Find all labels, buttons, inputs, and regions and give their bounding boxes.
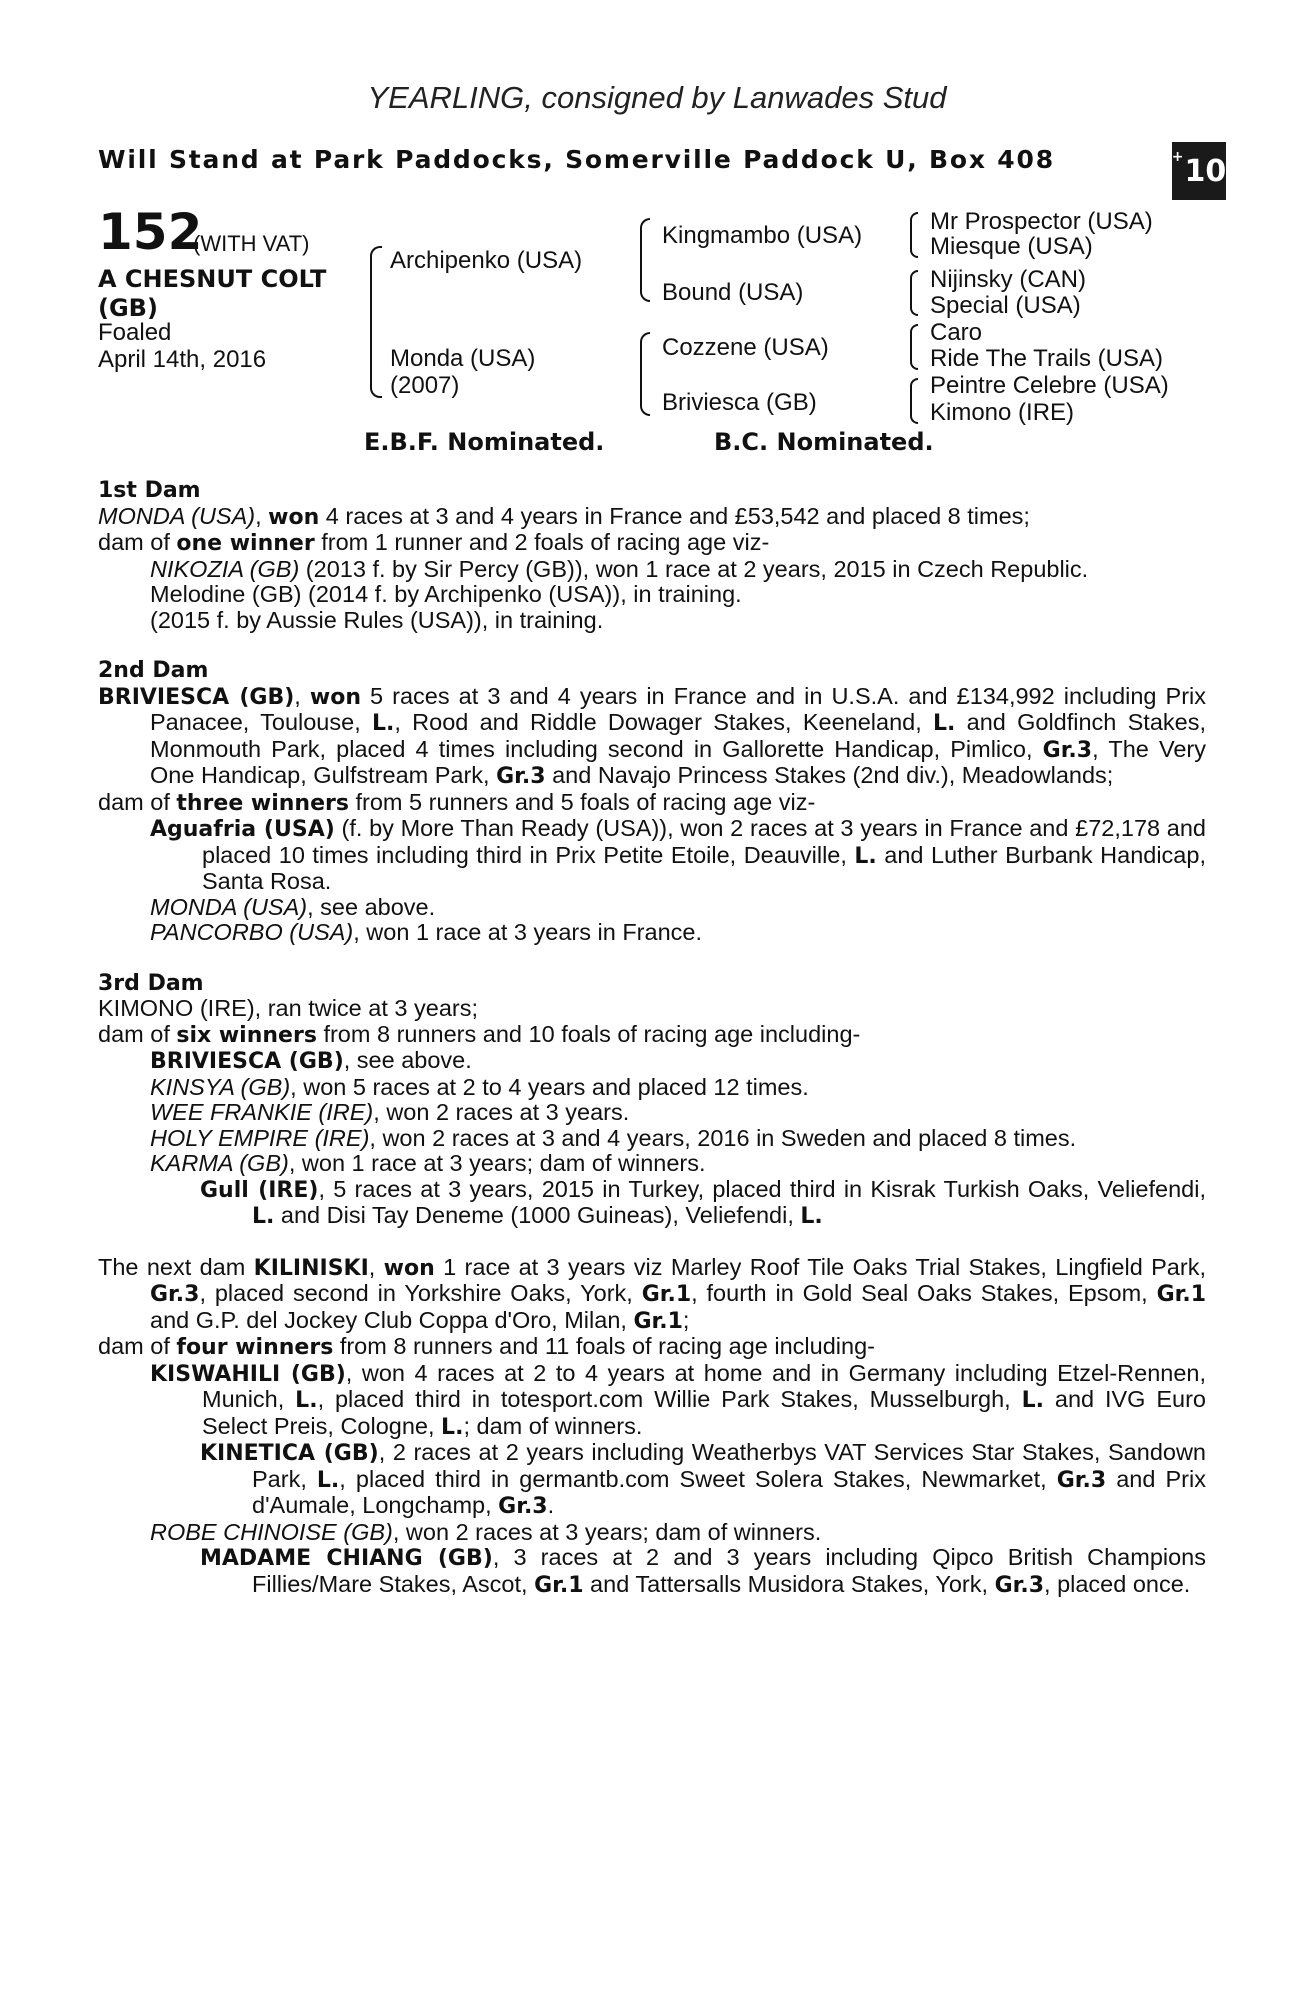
badge-number: 10 <box>1184 153 1227 189</box>
pedigree-brace-main <box>370 246 382 398</box>
catalogue-body <box>98 478 1206 1598</box>
text: , see above. <box>307 893 436 920</box>
group-label: Gr.3 <box>498 1494 548 1519</box>
lot-number: 152 <box>98 203 203 261</box>
listed-label: L. <box>854 843 877 869</box>
lot-title <box>98 265 326 323</box>
group-label: Gr.1 <box>641 1282 692 1307</box>
horse-name: MONDA (USA) <box>150 893 308 920</box>
listed-label: L. <box>1021 1388 1044 1413</box>
first-dam-line-5: (2015 f. by Aussie Rules (USA)), in training. <box>150 606 604 633</box>
horse-name: MADAME CHIANG (GB) <box>200 1546 493 1571</box>
horse-name: BRIVIESCA (GB) <box>98 684 295 710</box>
lot-title-line1: A CHESNUT COLT <box>98 265 327 293</box>
text: and Navajo Princess Stakes (2nd div.), Meadowlands; <box>545 762 1114 788</box>
foaled-date: April 14th, 2016 <box>98 346 267 373</box>
won-label: won <box>383 1255 435 1281</box>
horse-name: Gull (IRE) <box>200 1177 319 1203</box>
pedigree-sire-sire: Kingmambo (USA) <box>662 222 863 249</box>
text: , won 2 races at 3 years; dam of winners. <box>392 1518 822 1545</box>
third-dam-line-8 <box>98 1177 1206 1230</box>
text: , The Very One Handicap, Gulfstream Park, <box>150 735 1206 788</box>
next-dam-para-3 <box>98 1361 1206 1441</box>
pedigree-brace-g56 <box>910 324 918 370</box>
listed-label: L. <box>316 1467 340 1493</box>
text: , 3 races at 2 and 3 years including Qipco British Champions Fillies/Mare Stakes, Ascot, <box>252 1544 1206 1597</box>
second-dam-para-1: BRIVIESCA (GB), won 5 races at 3 and 4 years in France and in U.S.A. and £134,992 including Prix Panacee, Toulouse, L., Rood and Riddle Dowager Stakes, Keeneland, L. and Goldfinch Stakes, Monmouth Park, placed 4 times including second in Gallorette Handicap, Pimlico, Gr.3, The Very One Handicap, Gulfstream Park, Gr.3 and Navajo Princess Stakes (2nd div.), Meadowlands; <box>98 682 1207 789</box>
third-dam-line-3 <box>98 1048 1206 1075</box>
text: (2013 f. by Sir Percy (GB)), won 1 race at 2 years, 2015 in Czech Republic. <box>299 555 1089 582</box>
winners-count: six winners <box>176 1022 317 1048</box>
won-label: won <box>268 504 320 530</box>
next-dam-para-5 <box>98 1520 1206 1546</box>
second-dam-para-5 <box>98 920 1206 946</box>
listed-label: L. <box>252 1204 275 1229</box>
pedigree-sire: Archipenko (USA) <box>390 247 583 274</box>
second-dam-heading: 2nd Dam <box>98 658 209 683</box>
next-dam-para-4: KINETICA (GB), 2 races at 2 years including Weatherbys VAT Services Star Stakes, Sandown Park, L., placed third in germantb.com Sweet Solera Stakes, Newmarket, Gr.3 and Prix d'Aumale, Longchamp, Gr.3. <box>200 1439 1206 1519</box>
next-dam-para-2 <box>98 1334 1206 1361</box>
second-dam-para-3 <box>98 816 1206 895</box>
text: 1 race at 3 years viz Marley Roof Tile Oaks Trial Stakes, Lingfield Park, <box>434 1253 1206 1280</box>
listed-label: L. <box>371 711 395 736</box>
third-dam-line-2 <box>98 1022 1206 1049</box>
pedigree-g3: Nijinsky (CAN) <box>930 266 1086 293</box>
horse-name: WEE FRANKIE (IRE) <box>150 1099 374 1125</box>
pedigree-g4: Special (USA) <box>930 292 1081 319</box>
first-dam-line-3 <box>98 557 1206 583</box>
horse-name: HOLY EMPIRE (IRE) <box>150 1124 370 1151</box>
pedigree-g6: Ride The Trails (USA) <box>930 345 1163 372</box>
group-label: Gr.3 <box>150 1282 200 1307</box>
text: and Luther Burbank Handicap, Santa Rosa. <box>202 841 1206 894</box>
text: 4 races at 3 and 4 years in France and £53,542 and placed 8 times; <box>319 502 1030 529</box>
text: dam of <box>98 1020 177 1047</box>
group-label: Gr.3 <box>994 1572 1045 1598</box>
third-dam-line-4 <box>98 1075 1206 1101</box>
horse-name: BRIVIESCA (GB) <box>150 1049 344 1074</box>
text: dam of <box>98 529 177 555</box>
group-label: Gr.1 <box>1156 1282 1206 1307</box>
horse-name: KILINISKI <box>253 1255 369 1281</box>
text: , won 5 races at 2 to 4 years and placed 12 times. <box>290 1073 809 1100</box>
winners-count: one winner <box>176 531 315 556</box>
third-dam-line-7 <box>98 1151 1206 1177</box>
horse-name: ROBE CHINOISE (GB) <box>150 1518 393 1545</box>
next-dam-para-6 <box>98 1545 1206 1598</box>
pedigree-g1: Mr Prospector (USA) <box>930 208 1153 235</box>
next-dam-para-1: The next dam KILINISKI, won 1 race at 3 years viz Marley Roof Tile Oaks Trial Stakes, Lingfield Park, Gr.3, placed second in Yorkshire Oaks, York, Gr.1, fourth in Gold Seal Oaks Stakes, Epsom, Gr.1 and G.P. del Jockey Club Coppa d'Oro, Milan, Gr.1; <box>98 1253 1206 1334</box>
first-dam-heading: 1st Dam <box>98 478 201 503</box>
listed-label: L. <box>295 1388 318 1413</box>
lot-title-line2: (GB) <box>98 294 158 322</box>
foaled-info <box>98 319 266 373</box>
bc-nominated: B.C. Nominated. <box>714 428 934 456</box>
text: , Rood and Riddle Dowager Stakes, Keeneland, <box>394 709 933 735</box>
listed-label: L. <box>933 711 956 736</box>
text: from 1 runner and 2 foals of racing age viz- <box>314 529 770 555</box>
text: , placed third in germantb.com Sweet Solera Stakes, Newmarket, <box>339 1465 1057 1492</box>
pedigree-dam <box>390 345 535 399</box>
text: and Disi Tay Deneme (1000 Guineas), Veliefendi, <box>274 1202 801 1228</box>
text: from 5 runners and 5 foals of racing age viz- <box>348 788 816 815</box>
listed-label: L. <box>800 1204 823 1229</box>
third-dam-line-6 <box>98 1126 1206 1152</box>
page-badge <box>1172 142 1226 200</box>
consignment-title: YEARLING, consigned by Lanwades Stud <box>367 80 947 115</box>
group-label: Gr.1 <box>633 1308 683 1334</box>
text: , see above. <box>343 1047 472 1073</box>
pedigree-brace-g78 <box>910 378 918 424</box>
won-label: won <box>309 684 361 710</box>
text: , placed once. <box>1044 1570 1191 1597</box>
pedigree-brace-g12 <box>910 212 918 258</box>
text: , won 2 races at 3 and 4 years, 2016 in Sweden and placed 8 times. <box>369 1124 1077 1151</box>
winners-count: four winners <box>176 1335 334 1360</box>
text: The next dam <box>98 1253 254 1280</box>
text: 5 races at 3 and 4 years in France and in U.S.A. and £134,992 including Prix Panacee, Toulouse, <box>150 682 1207 735</box>
first-dam-line-2 <box>98 530 1206 557</box>
pedigree-g8: Kimono (IRE) <box>930 399 1075 426</box>
first-dam-line-1: MONDA (USA), won 4 races at 3 and 4 years in France and £53,542 and placed 8 times; <box>98 502 1030 530</box>
text: , won 4 races at 2 to 4 years at home and in Germany including Etzel-Rennen, Munich, <box>202 1359 1206 1412</box>
horse-name: KISWAHILI (GB) <box>150 1361 346 1387</box>
horse-name: MONDA (USA) <box>98 502 256 529</box>
pedigree-sire-dam: Bound (USA) <box>662 279 804 306</box>
text: and IVG Euro Select Preis, Cologne, <box>202 1386 1206 1439</box>
horse-name: KINSYA (GB) <box>150 1073 291 1100</box>
text: and G.P. del Jockey Club Coppa d'Oro, Milan, <box>150 1306 634 1333</box>
pedigree-brace-sire <box>640 218 650 302</box>
text: , placed third in totesport.com Willie Park Stakes, Musselburgh, <box>317 1386 1022 1412</box>
text: , placed second in Yorkshire Oaks, York, <box>199 1280 642 1306</box>
text: dam of <box>98 1333 177 1359</box>
text: (f. by More Than Ready (USA)), won 2 races at 3 years in France and £72,178 and placed 10 times including third in Prix Petite Etoile, Deauville, <box>202 815 1206 868</box>
text: , 5 races at 3 years, 2015 in Turkey, placed third in Kisrak Turkish Oaks, Veliefendi, <box>318 1175 1206 1202</box>
text: ; dam of winners. <box>463 1412 643 1439</box>
horse-name: Aguafria (USA) <box>150 817 335 842</box>
text: and Prix d'Aumale, Longchamp, <box>252 1465 1206 1518</box>
vat-label: (WITH VAT) <box>193 231 310 256</box>
winners-count: three winners <box>176 790 349 816</box>
badge-plus: + <box>1171 149 1184 165</box>
text: from 8 runners and 10 foals of racing age including- <box>316 1020 861 1047</box>
pedigree-g2: Miesque (USA) <box>930 233 1093 260</box>
pedigree-dam-dam: Briviesca (GB) <box>662 389 817 416</box>
horse-name: NIKOZIA (GB) <box>150 555 300 582</box>
second-dam-para-4 <box>98 895 1206 921</box>
text: , won 1 race at 3 years in France. <box>353 919 702 945</box>
ebf-nominated: E.B.F. Nominated. <box>364 428 605 456</box>
text: , fourth in Gold Seal Oaks Stakes, Epsom, <box>691 1280 1157 1306</box>
pedigree-brace-g34 <box>910 270 918 316</box>
third-dam-heading: 3rd Dam <box>98 970 204 996</box>
group-label: Gr.3 <box>1056 1467 1107 1493</box>
stand-location: Will Stand at Park Paddocks, Somerville Paddock U, Box 408 <box>98 145 1055 174</box>
horse-name: PANCORBO (USA) <box>150 919 354 945</box>
text: and Goldfinch Stakes, Monmouth Park, placed 4 times including second in Gallorette Handicap, Pimlico, <box>150 709 1206 762</box>
first-dam-line-4: Melodine (GB) (2014 f. by Archipenko (USA)), in training. <box>150 581 742 607</box>
text: , won 1 race at 3 years; dam of winners. <box>288 1150 706 1176</box>
pedigree-dam-year: (2007) <box>390 372 460 399</box>
second-dam-para-2 <box>98 790 1206 817</box>
pedigree-g7: Peintre Celebre (USA) <box>930 372 1169 399</box>
text: , 2 races at 2 years including Weatherbys VAT Services Star Stakes, Sandown Park, <box>252 1439 1206 1492</box>
pedigree-brace-dam <box>640 332 650 416</box>
text: , won 2 races at 3 years. <box>373 1099 630 1125</box>
foaled-label: Foaled <box>98 319 172 346</box>
text: from 8 runners and 11 foals of racing age including- <box>333 1333 875 1359</box>
third-dam-line-1: KIMONO (IRE), ran twice at 3 years; <box>98 995 479 1021</box>
text: and Tattersalls Musidora Stakes, York, <box>583 1570 995 1597</box>
group-label: Gr.3 <box>1042 737 1093 763</box>
group-label: Gr.1 <box>534 1572 584 1598</box>
pedigree-dam-sire: Cozzene (USA) <box>662 334 829 361</box>
horse-name: KARMA (GB) <box>150 1150 289 1176</box>
pedigree-g5: Caro <box>930 319 983 346</box>
group-label: Gr.3 <box>496 764 546 789</box>
listed-label: L. <box>441 1414 464 1440</box>
horse-name: KINETICA (GB) <box>200 1441 379 1466</box>
text: dam of <box>98 788 177 815</box>
third-dam-line-5 <box>98 1100 1206 1126</box>
pedigree-dam-name: Monda (USA) <box>390 345 536 372</box>
